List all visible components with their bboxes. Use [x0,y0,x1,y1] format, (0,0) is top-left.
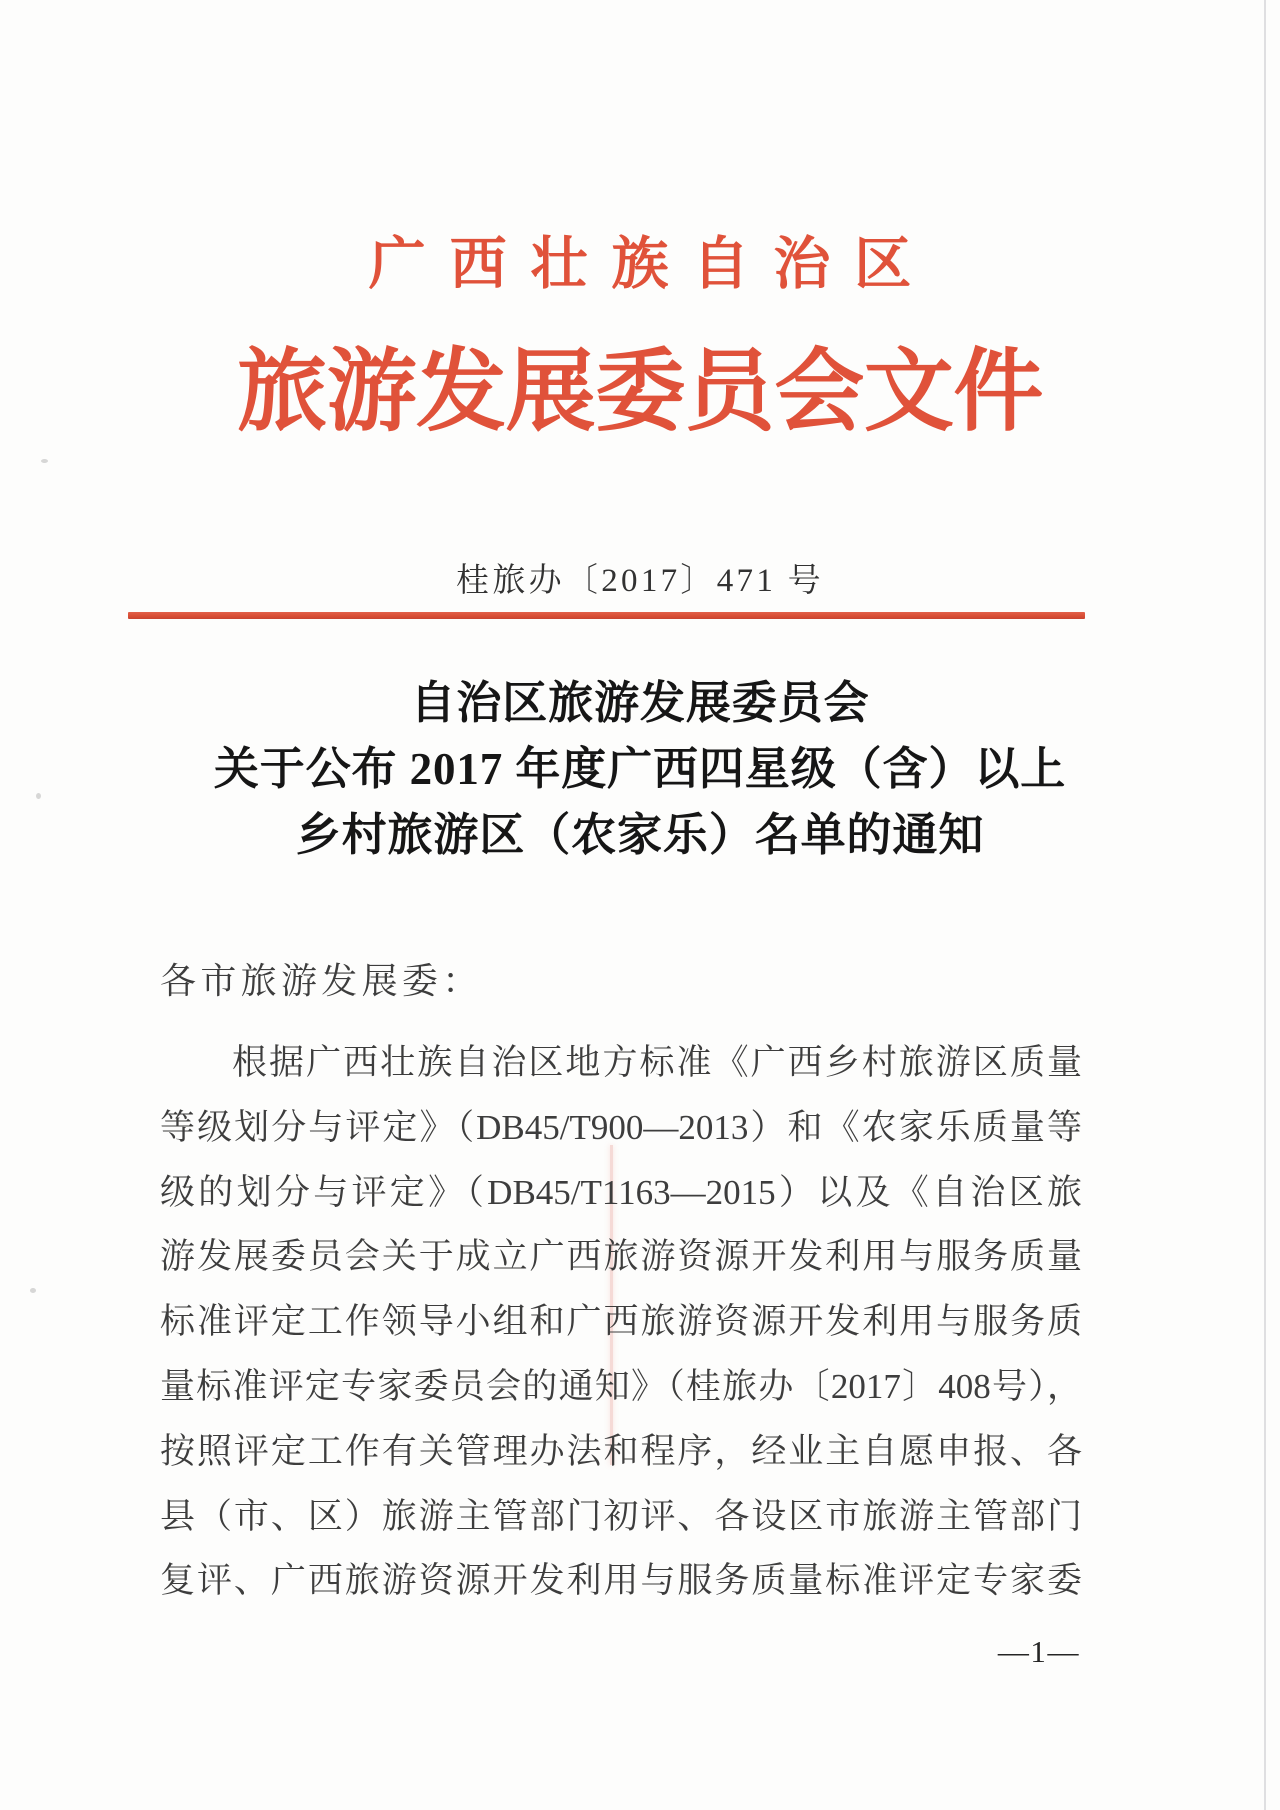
paragraph-line: 量标准评定专家委员会的通知》（桂旅办〔2017〕408号）， [160,1366,1082,1406]
scan-speck [41,459,48,463]
paragraph-line: 复评、广西旅游资源开发利用与服务质量标准评定专家委 [160,1561,1082,1601]
paragraph-line: 级的划分与评定》（DB45/T1163—2015）以及《自治区旅 [160,1172,1082,1212]
notice-title-line-1: 自治区旅游发展委员会 [410,678,870,728]
paragraph-line: 县（市、区）旅游主管部门初评、各设区市旅游主管部门 [160,1496,1082,1536]
notice-title-line-3: 乡村旅游区（农家乐）名单的通知 [295,810,985,860]
paragraph-line: 等级划分与评定》（DB45/T900—2013）和《农家乐质量等 [160,1107,1082,1147]
body-paragraph [160,1031,1082,1614]
document-number: 桂旅办〔2017〕471 号 [456,563,824,599]
org-document-banner: 旅游发展委员会文件 [237,343,1043,442]
red-divider-line [128,612,1085,619]
paragraph-line: 游发展委员会关于成立广西旅游资源开发利用与服务质量 [160,1237,1082,1277]
issuing-region-title: 广西壮族自治区 [368,233,936,296]
paragraph-line: 标准评定工作领导小组和广西旅游资源开发利用与服务质 [160,1302,1082,1342]
paragraph-line: 按照评定工作有关管理办法和程序，经业主自愿申报、各 [160,1431,1082,1471]
salutation: 各市旅游发展委： [160,961,483,1001]
page-number: —1— [997,1634,1080,1669]
paragraph-line: 根据广西壮族自治区地方标准《广西乡村旅游区质量 [232,1043,1082,1082]
scan-speck [30,1288,36,1293]
notice-title-line-2: 关于公布 2017 年度广西四星级（含）以上 [213,744,1067,794]
notice-title [0,670,1280,868]
